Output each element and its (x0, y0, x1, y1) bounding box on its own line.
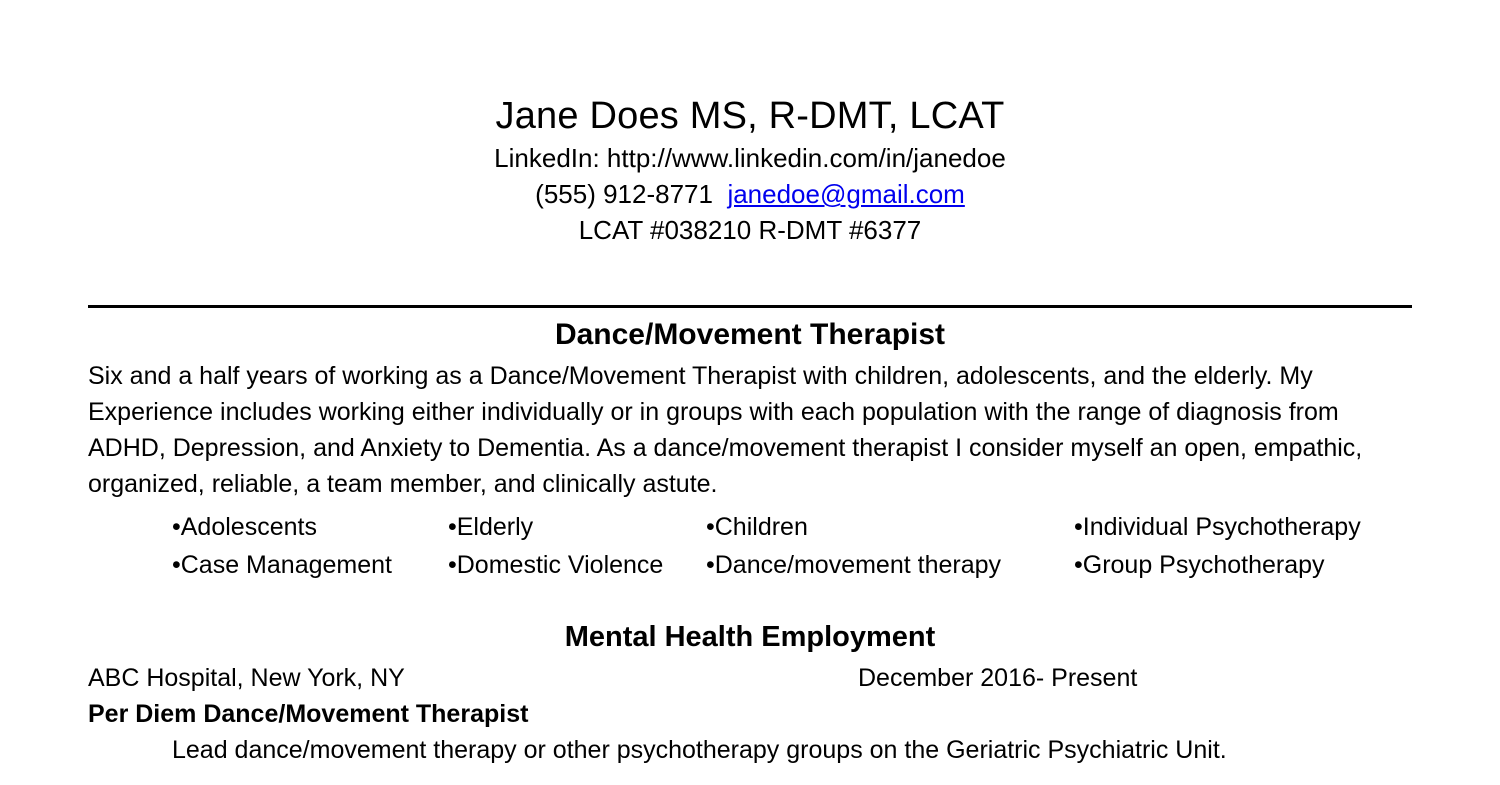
skill-item: •Adolescents (172, 513, 317, 541)
skill-item: •Elderly (448, 513, 534, 541)
profile-summary: Six and a half years of working as a Dance/Movement Therapist with children, adolescents, and the elderly. My Experience includes working either individually or in groups with each population with the range of diagnosis from ADHD, Depression, and Anxiety to Dementia. As a dance/movement therapist I consider myself an open, empathic, organized, reliable, a team member, and clinically astute. (88, 362, 1363, 498)
skills-row (172, 508, 1412, 546)
linkedin-line: LinkedIn: http://www.linkedin.com/in/janedoe (494, 143, 1006, 173)
job-title: Per Diem Dance/Movement Therapist (88, 700, 529, 728)
license-numbers: LCAT #038210 R-DMT #6377 (578, 215, 922, 245)
skill-item: •Children (706, 513, 808, 541)
job-responsibility: Lead dance/movement therapy or other psychotherapy groups on the Geriatric Psychiatric Unit. (172, 736, 1227, 764)
job-header (88, 660, 1412, 696)
phone-email-line (88, 176, 1412, 212)
employment-section-title: Mental Health Employment (564, 621, 936, 653)
job-dates: December 2016- Present (858, 664, 1138, 692)
skill-item: •Case Management (172, 551, 392, 579)
candidate-name: Jane Does MS, R-DMT, LCAT (495, 95, 1005, 137)
skill-item: •Individual Psychotherapy (1074, 513, 1361, 541)
phone-number: (555) 912-8771 (535, 179, 713, 209)
header-divider (88, 305, 1412, 308)
skills-grid (88, 508, 1412, 584)
skill-item: •Dance/movement therapy (706, 551, 1002, 579)
profile-section-title: Dance/Movement Therapist (554, 318, 946, 351)
skills-row (172, 546, 1412, 584)
job-entry (88, 660, 1412, 768)
email-link[interactable]: janedoe@gmail.com (727, 179, 965, 209)
resume-header (88, 0, 1412, 248)
job-employer: ABC Hospital, New York, NY (88, 664, 405, 692)
skill-item: •Group Psychotherapy (1074, 551, 1325, 579)
skill-item: •Domestic Violence (448, 551, 664, 579)
